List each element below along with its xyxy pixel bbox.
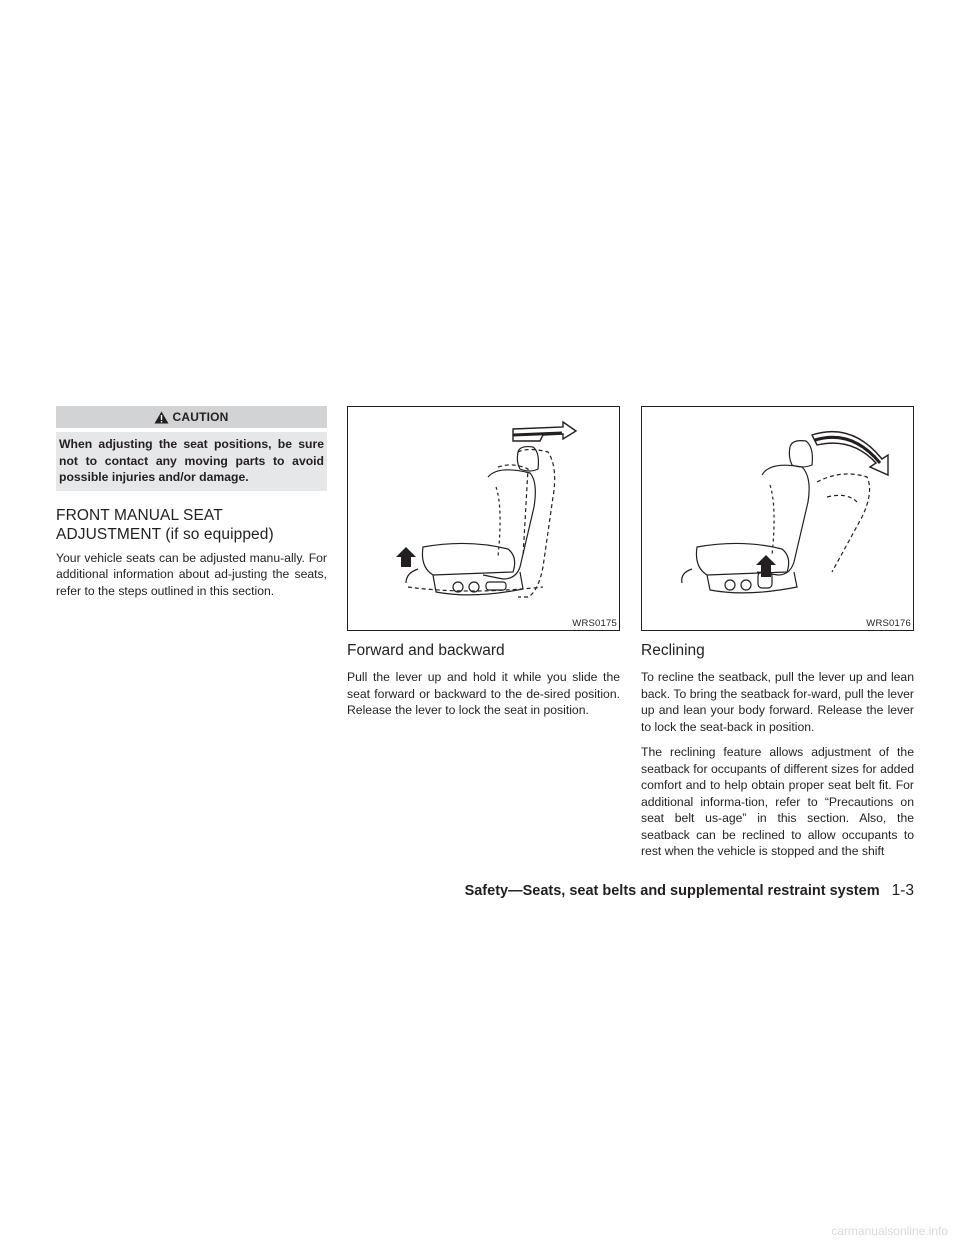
page-footer <box>424 882 914 900</box>
left-column <box>56 406 327 608</box>
forward-text: Pull the lever up and hold it while you slide the seat forward or backward to the de-sired position. Release the lever to lock the seat in position. <box>347 670 620 717</box>
section-title-line1: FRONT MANUAL SEAT <box>56 506 223 524</box>
reclining-para2: The reclining feature allows adjustment of the seatback for occupants of different sizes for added comfort and to help obtain proper seat belt fit. For additional informa-tion, refer to “Precautions on seat belt us-age” in this section. Also, the seatback can be reclined to allow occupants to rest when the vehicle is stopped and the shift <box>641 745 914 858</box>
figure-code: WRS0175 <box>572 618 617 629</box>
caution-text: When adjusting the seat positions, be sure not to contact any moving parts to avoid possible injuries and/or damage. <box>56 432 327 491</box>
page-number: 1-3 <box>891 882 914 899</box>
figure-code: WRS0176 <box>866 618 911 629</box>
section-intro: Your vehicle seats can be adjusted manu-ally. For additional information about ad-justing the seats, refer to the steps outlined in this section. <box>56 550 327 598</box>
footer-title: Safety—Seats, seat belts and supplemental restraint system <box>464 883 880 899</box>
section-title <box>56 506 327 544</box>
reclining-heading: Reclining <box>641 642 705 659</box>
reclining-para1: To recline the seatback, pull the lever up and lean back. To bring the seatback for-ward, pull the lever up and lean your body forward. Release the lever to lock the seat-back in position. <box>641 670 914 734</box>
forward-heading: Forward and backward <box>347 642 505 659</box>
middle-column <box>347 406 620 728</box>
warning-triangle-icon <box>154 411 169 424</box>
watermark: carmanualsonline.info <box>831 1224 948 1238</box>
figure-reclining <box>641 406 914 631</box>
seat-recline-illustration <box>642 407 913 630</box>
seat-slide-illustration <box>348 407 619 630</box>
section-title-line2: ADJUSTMENT (if so equipped) <box>56 525 274 543</box>
caution-heading: CAUTION <box>172 410 229 424</box>
right-column <box>641 406 914 869</box>
figure-forward-backward <box>347 406 620 631</box>
caution-header <box>56 406 327 428</box>
